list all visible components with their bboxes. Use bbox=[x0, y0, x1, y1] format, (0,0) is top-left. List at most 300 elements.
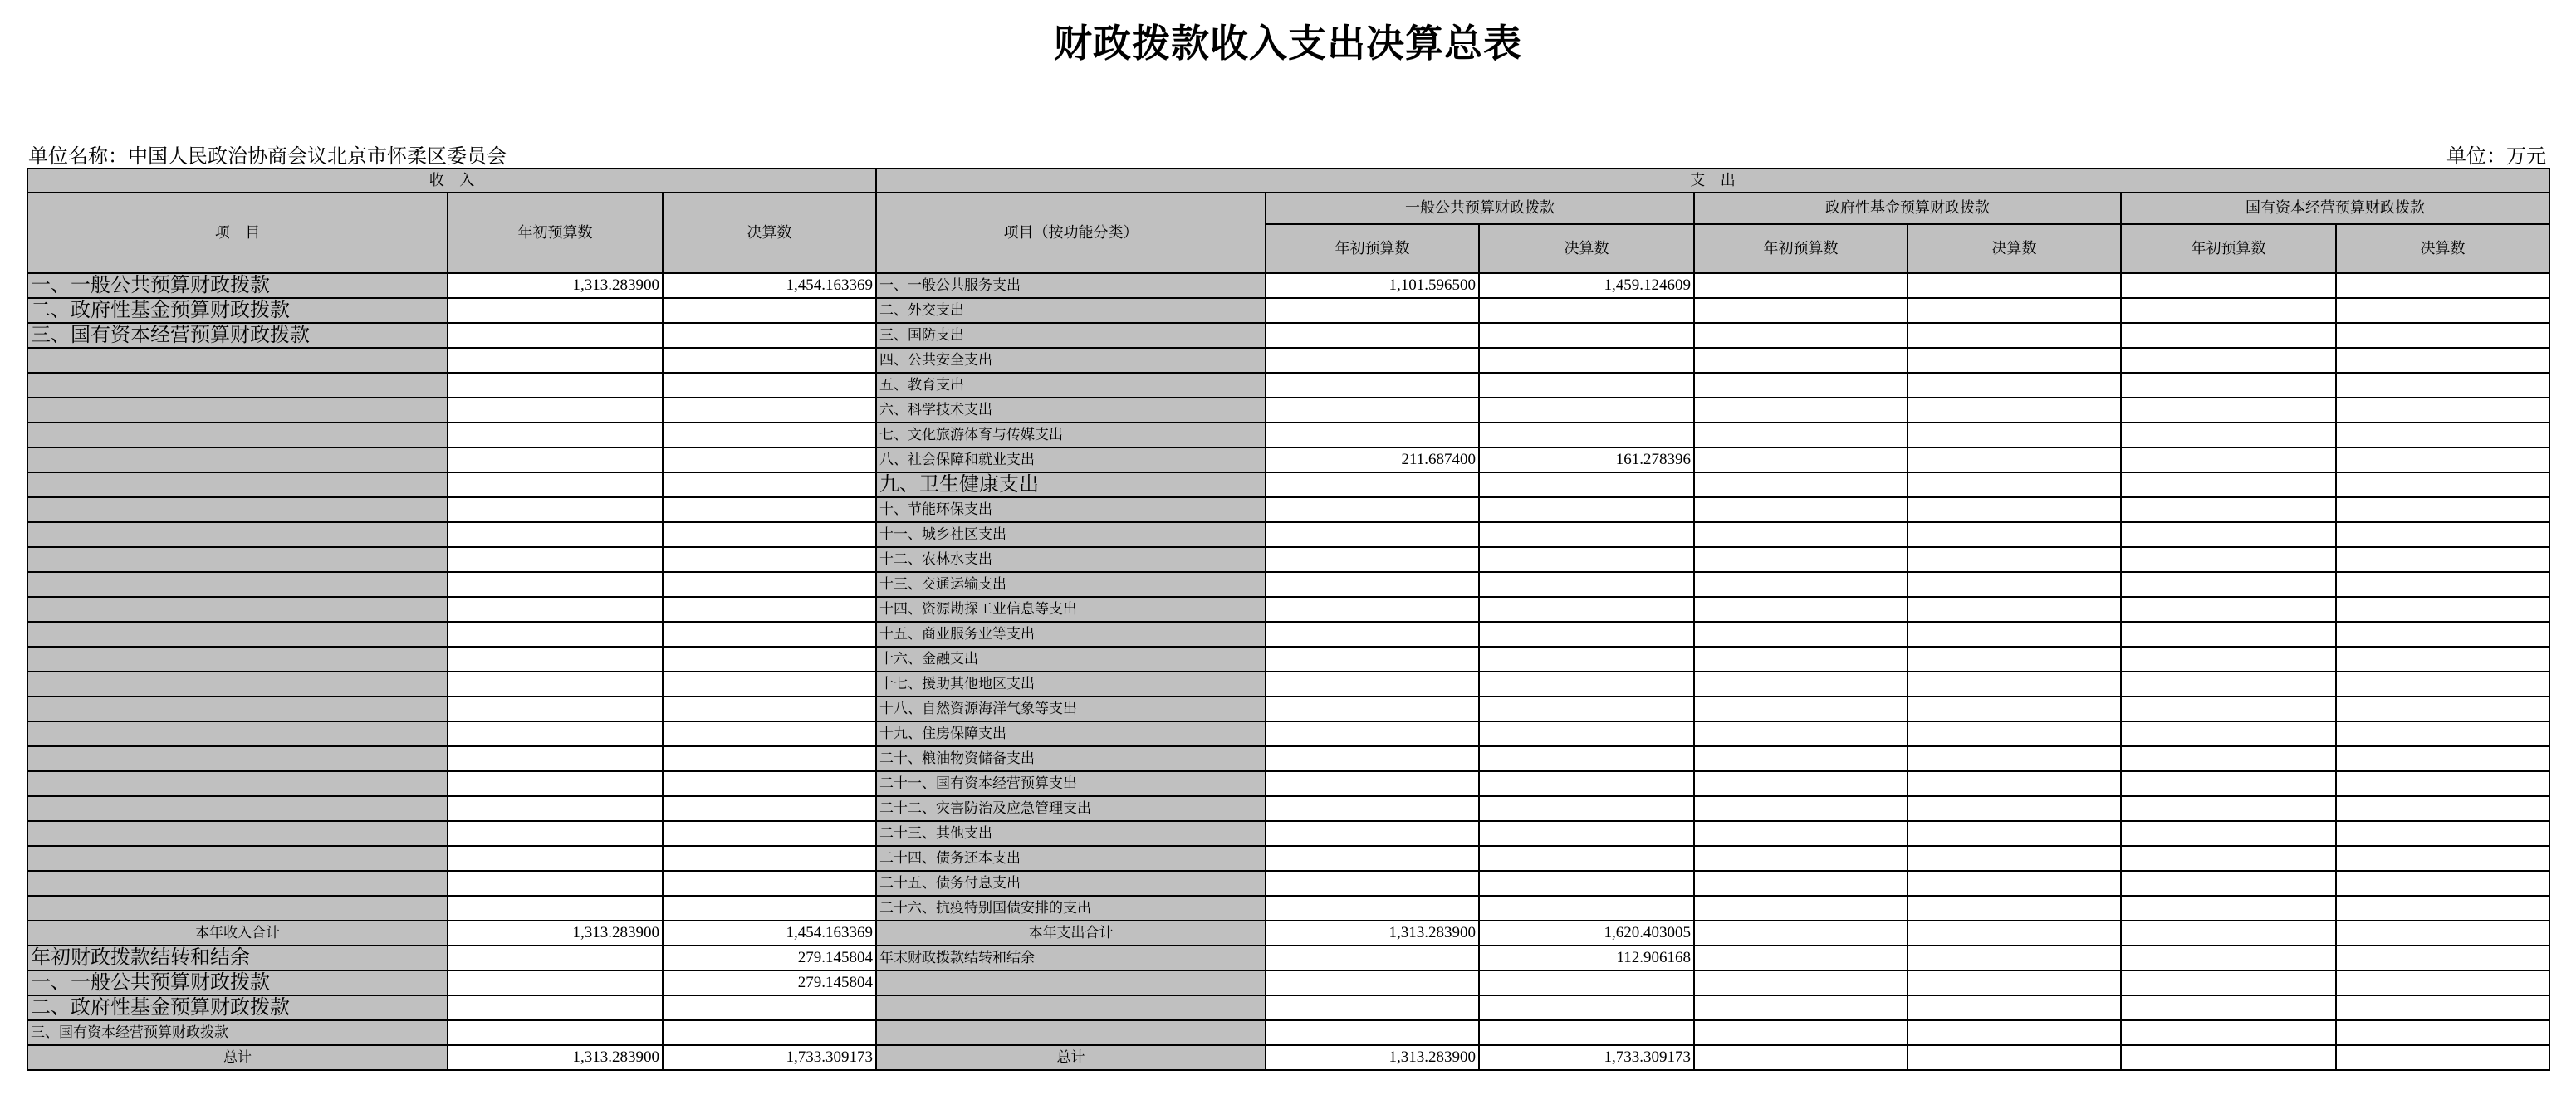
capital-final-cell bbox=[2336, 572, 2549, 597]
income-final-cell bbox=[663, 746, 876, 771]
table-row bbox=[27, 771, 2549, 796]
income-final-cell bbox=[663, 572, 876, 597]
table-row bbox=[27, 821, 2549, 846]
capital-final-cell bbox=[2336, 373, 2549, 398]
capital-budget-cell bbox=[2121, 398, 2336, 423]
capital-budget-cell bbox=[2121, 697, 2336, 721]
income-budget-cell bbox=[448, 697, 663, 721]
capital-budget-cell bbox=[2121, 622, 2336, 647]
general-budget-cell bbox=[1266, 946, 1479, 970]
capital-final-cell bbox=[2336, 970, 2549, 995]
income-budget-cell: 1,313.283900 bbox=[448, 273, 663, 298]
capital-final-cell bbox=[2336, 398, 2549, 423]
capital-final-cell bbox=[2336, 746, 2549, 771]
fund-budget-cell bbox=[1694, 821, 1908, 846]
general-final-cell: 1,620.403005 bbox=[1479, 921, 1694, 946]
income-final-cell bbox=[663, 622, 876, 647]
expense-item-cell: 二十五、债务付息支出 bbox=[876, 871, 1266, 896]
capital-budget-cell bbox=[2121, 821, 2336, 846]
general-final-cell bbox=[1479, 721, 1694, 746]
expense-item-cell: 十、节能环保支出 bbox=[876, 497, 1266, 522]
table-row bbox=[27, 323, 2549, 348]
capital-budget-cell bbox=[2121, 323, 2336, 348]
income-final-cell bbox=[663, 672, 876, 697]
table-row bbox=[27, 522, 2549, 547]
fund-final-cell bbox=[1908, 896, 2121, 921]
expense-item-cell: 三、国防支出 bbox=[876, 323, 1266, 348]
fund-final-cell bbox=[1908, 995, 2121, 1020]
income-final-cell bbox=[663, 472, 876, 497]
capital-final-cell bbox=[2336, 298, 2549, 323]
income-item-cell: 一、一般公共预算财政拨款 bbox=[27, 273, 448, 298]
income-item-cell bbox=[27, 896, 448, 921]
general-budget-cell bbox=[1266, 323, 1479, 348]
fund-budget-cell bbox=[1694, 323, 1908, 348]
expense-item-cell: 二十二、灾害防治及应急管理支出 bbox=[876, 796, 1266, 821]
income-budget-cell bbox=[448, 472, 663, 497]
fund-final-cell bbox=[1908, 298, 2121, 323]
income-budget-cell bbox=[448, 672, 663, 697]
general-final-cell bbox=[1479, 373, 1694, 398]
income-item-cell bbox=[27, 522, 448, 547]
general-final-cell bbox=[1479, 522, 1694, 547]
general-budget-cell bbox=[1266, 472, 1479, 497]
capital-budget-cell bbox=[2121, 348, 2336, 373]
fund-budget-cell bbox=[1694, 721, 1908, 746]
income-final-cell bbox=[663, 846, 876, 871]
general-budget-cell bbox=[1266, 970, 1479, 995]
general-final-cell bbox=[1479, 572, 1694, 597]
income-item-cell bbox=[27, 447, 448, 472]
general-final-cell bbox=[1479, 970, 1694, 995]
fund-final-cell bbox=[1908, 871, 2121, 896]
income-final-cell bbox=[663, 447, 876, 472]
general-final-cell bbox=[1479, 323, 1694, 348]
fund-budget-cell bbox=[1694, 423, 1908, 447]
expense-item-cell: 一、一般公共服务支出 bbox=[876, 273, 1266, 298]
fund-budget-cell bbox=[1694, 547, 1908, 572]
capital-final-cell bbox=[2336, 995, 2549, 1020]
fund-final-cell bbox=[1908, 746, 2121, 771]
general-final-cell: 1,459.124609 bbox=[1479, 273, 1694, 298]
capital-final-cell bbox=[2336, 796, 2549, 821]
general-budget-cell bbox=[1266, 746, 1479, 771]
capital-final-cell bbox=[2336, 423, 2549, 447]
fund-final-cell bbox=[1908, 398, 2121, 423]
expense-item-cell: 二十六、抗疫特别国债安排的支出 bbox=[876, 896, 1266, 921]
general-final-cell bbox=[1479, 1020, 1694, 1045]
header-sc-final: 决算数 bbox=[2336, 224, 2549, 273]
fund-budget-cell bbox=[1694, 995, 1908, 1020]
expense-item-cell: 八、社会保障和就业支出 bbox=[876, 447, 1266, 472]
expense-item-cell: 十四、资源勘探工业信息等支出 bbox=[876, 597, 1266, 622]
expense-item-cell: 十七、援助其他地区支出 bbox=[876, 672, 1266, 697]
table-row bbox=[27, 697, 2549, 721]
capital-final-cell bbox=[2336, 622, 2549, 647]
capital-final-cell bbox=[2336, 921, 2549, 946]
unit-name-label: 单位名称：中国人民政治协商会议北京市怀柔区委员会 bbox=[28, 146, 507, 168]
capital-budget-cell bbox=[2121, 1045, 2336, 1070]
income-final-cell bbox=[663, 647, 876, 672]
capital-budget-cell bbox=[2121, 298, 2336, 323]
table-row bbox=[27, 398, 2549, 423]
general-budget-cell: 1,313.283900 bbox=[1266, 1045, 1479, 1070]
capital-final-cell bbox=[2336, 597, 2549, 622]
fund-budget-cell bbox=[1694, 946, 1908, 970]
capital-budget-cell bbox=[2121, 1020, 2336, 1045]
fund-budget-cell bbox=[1694, 273, 1908, 298]
table-row bbox=[27, 273, 2549, 298]
fund-budget-cell bbox=[1694, 497, 1908, 522]
income-final-cell bbox=[663, 497, 876, 522]
general-final-cell bbox=[1479, 896, 1694, 921]
fund-final-cell bbox=[1908, 970, 2121, 995]
general-final-cell bbox=[1479, 746, 1694, 771]
general-budget-cell bbox=[1266, 846, 1479, 871]
header-gov-fund: 政府性基金预算财政拨款 bbox=[1694, 193, 2121, 224]
capital-budget-cell bbox=[2121, 273, 2336, 298]
fund-final-cell bbox=[1908, 472, 2121, 497]
table-row bbox=[27, 472, 2549, 497]
income-budget-cell bbox=[448, 1020, 663, 1045]
capital-final-cell bbox=[2336, 697, 2549, 721]
general-final-cell bbox=[1479, 821, 1694, 846]
fund-final-cell bbox=[1908, 423, 2121, 447]
income-final-cell: 1,733.309173 bbox=[663, 1045, 876, 1070]
fund-budget-cell bbox=[1694, 572, 1908, 597]
income-item-cell bbox=[27, 472, 448, 497]
table-row bbox=[27, 597, 2549, 622]
table-row bbox=[27, 447, 2549, 472]
page-title: 财政拨款收入支出决算总表 bbox=[1054, 22, 1522, 65]
general-budget-cell bbox=[1266, 572, 1479, 597]
expense-item-cell: 五、教育支出 bbox=[876, 373, 1266, 398]
capital-budget-cell bbox=[2121, 946, 2336, 970]
capital-final-cell bbox=[2336, 821, 2549, 846]
income-budget-cell: 1,313.283900 bbox=[448, 921, 663, 946]
general-final-cell: 161.278396 bbox=[1479, 447, 1694, 472]
fund-budget-cell bbox=[1694, 1020, 1908, 1045]
income-budget-cell bbox=[448, 896, 663, 921]
income-final-cell bbox=[663, 323, 876, 348]
income-item-cell bbox=[27, 423, 448, 447]
table-row bbox=[27, 348, 2549, 373]
expense-item-cell: 六、科学技术支出 bbox=[876, 398, 1266, 423]
header-income-final: 决算数 bbox=[663, 193, 876, 273]
capital-budget-cell bbox=[2121, 871, 2336, 896]
expense-item-cell: 九、卫生健康支出 bbox=[876, 472, 1266, 497]
income-budget-cell bbox=[448, 572, 663, 597]
income-item-cell: 三、国有资本经营预算财政拨款 bbox=[27, 323, 448, 348]
capital-final-cell bbox=[2336, 946, 2549, 970]
header-income: 收 入 bbox=[27, 169, 876, 193]
income-item-cell bbox=[27, 497, 448, 522]
general-budget-cell bbox=[1266, 547, 1479, 572]
capital-final-cell bbox=[2336, 522, 2549, 547]
general-budget-cell bbox=[1266, 647, 1479, 672]
fund-budget-cell bbox=[1694, 921, 1908, 946]
fund-final-cell bbox=[1908, 622, 2121, 647]
income-item-cell bbox=[27, 672, 448, 697]
income-item-cell bbox=[27, 721, 448, 746]
capital-final-cell bbox=[2336, 547, 2549, 572]
header-row-1 bbox=[27, 169, 2549, 193]
table-row bbox=[27, 796, 2549, 821]
income-budget-cell bbox=[448, 846, 663, 871]
table-row bbox=[27, 896, 2549, 921]
expense-item-cell bbox=[876, 1020, 1266, 1045]
header-row-2 bbox=[27, 193, 2549, 224]
general-final-cell bbox=[1479, 398, 1694, 423]
general-final-cell bbox=[1479, 796, 1694, 821]
income-final-cell bbox=[663, 721, 876, 746]
fund-final-cell bbox=[1908, 572, 2121, 597]
expense-item-cell: 二十四、债务还本支出 bbox=[876, 846, 1266, 871]
expense-item-cell: 年末财政拨款结转和结余 bbox=[876, 946, 1266, 970]
general-final-cell bbox=[1479, 846, 1694, 871]
general-final-cell: 112.906168 bbox=[1479, 946, 1694, 970]
general-budget-cell bbox=[1266, 871, 1479, 896]
table-row bbox=[27, 921, 2549, 946]
capital-budget-cell bbox=[2121, 970, 2336, 995]
fund-budget-cell bbox=[1694, 447, 1908, 472]
capital-budget-cell bbox=[2121, 423, 2336, 447]
income-item-cell bbox=[27, 846, 448, 871]
table-row bbox=[27, 423, 2549, 447]
income-budget-cell bbox=[448, 746, 663, 771]
income-budget-cell bbox=[448, 946, 663, 970]
fund-budget-cell bbox=[1694, 871, 1908, 896]
income-budget-cell bbox=[448, 522, 663, 547]
capital-final-cell bbox=[2336, 472, 2549, 497]
fund-budget-cell bbox=[1694, 472, 1908, 497]
capital-final-cell bbox=[2336, 348, 2549, 373]
income-budget-cell bbox=[448, 373, 663, 398]
general-budget-cell bbox=[1266, 398, 1479, 423]
fund-budget-cell bbox=[1694, 298, 1908, 323]
table-row bbox=[27, 970, 2549, 995]
general-final-cell bbox=[1479, 995, 1694, 1020]
income-budget-cell bbox=[448, 771, 663, 796]
fund-final-cell bbox=[1908, 522, 2121, 547]
capital-budget-cell bbox=[2121, 522, 2336, 547]
income-final-cell: 279.145804 bbox=[663, 946, 876, 970]
income-final-cell bbox=[663, 398, 876, 423]
fund-budget-cell bbox=[1694, 846, 1908, 871]
fund-final-cell bbox=[1908, 597, 2121, 622]
fund-final-cell bbox=[1908, 921, 2121, 946]
fund-final-cell bbox=[1908, 497, 2121, 522]
general-budget-cell bbox=[1266, 771, 1479, 796]
table-row bbox=[27, 547, 2549, 572]
expense-item-cell: 二十、粮油物资储备支出 bbox=[876, 746, 1266, 771]
general-budget-cell: 1,313.283900 bbox=[1266, 921, 1479, 946]
fund-budget-cell bbox=[1694, 796, 1908, 821]
income-item-cell: 年初财政拨款结转和结余 bbox=[27, 946, 448, 970]
capital-final-cell bbox=[2336, 846, 2549, 871]
header-gf-budget: 年初预算数 bbox=[1694, 224, 1908, 273]
fund-final-cell bbox=[1908, 547, 2121, 572]
income-item-cell bbox=[27, 622, 448, 647]
fund-final-cell bbox=[1908, 672, 2121, 697]
income-budget-cell bbox=[448, 398, 663, 423]
capital-final-cell bbox=[2336, 1020, 2549, 1045]
table-row bbox=[27, 672, 2549, 697]
header-general-public: 一般公共预算财政拨款 bbox=[1266, 193, 1694, 224]
expense-item-cell: 七、文化旅游体育与传媒支出 bbox=[876, 423, 1266, 447]
header-state-capital: 国有资本经营预算财政拨款 bbox=[2121, 193, 2549, 224]
income-budget-cell bbox=[448, 348, 663, 373]
fund-budget-cell bbox=[1694, 348, 1908, 373]
general-budget-cell: 1,101.596500 bbox=[1266, 273, 1479, 298]
table-row bbox=[27, 846, 2549, 871]
general-budget-cell bbox=[1266, 821, 1479, 846]
income-final-cell bbox=[663, 597, 876, 622]
income-budget-cell bbox=[448, 721, 663, 746]
capital-budget-cell bbox=[2121, 746, 2336, 771]
table-row bbox=[27, 721, 2549, 746]
fund-final-cell bbox=[1908, 373, 2121, 398]
income-budget-cell: 1,313.283900 bbox=[448, 1045, 663, 1070]
appropriation-summary-table bbox=[27, 168, 2550, 1071]
general-final-cell bbox=[1479, 697, 1694, 721]
capital-budget-cell bbox=[2121, 846, 2336, 871]
general-final-cell bbox=[1479, 597, 1694, 622]
income-item-cell bbox=[27, 398, 448, 423]
table-row bbox=[27, 298, 2549, 323]
fund-final-cell bbox=[1908, 697, 2121, 721]
general-budget-cell: 211.687400 bbox=[1266, 447, 1479, 472]
capital-budget-cell bbox=[2121, 771, 2336, 796]
fund-final-cell bbox=[1908, 721, 2121, 746]
income-final-cell bbox=[663, 423, 876, 447]
fund-final-cell bbox=[1908, 1045, 2121, 1070]
capital-final-cell bbox=[2336, 672, 2549, 697]
header-item: 项 目 bbox=[27, 193, 448, 273]
general-final-cell: 1,733.309173 bbox=[1479, 1045, 1694, 1070]
capital-budget-cell bbox=[2121, 447, 2336, 472]
general-final-cell bbox=[1479, 298, 1694, 323]
fund-budget-cell bbox=[1694, 647, 1908, 672]
income-item-cell bbox=[27, 572, 448, 597]
income-item-cell: 一、一般公共预算财政拨款 bbox=[27, 970, 448, 995]
general-final-cell bbox=[1479, 622, 1694, 647]
capital-budget-cell bbox=[2121, 672, 2336, 697]
capital-budget-cell bbox=[2121, 597, 2336, 622]
income-budget-cell bbox=[448, 796, 663, 821]
capital-budget-cell bbox=[2121, 995, 2336, 1020]
income-budget-cell bbox=[448, 423, 663, 447]
capital-final-cell bbox=[2336, 647, 2549, 672]
table-row bbox=[27, 572, 2549, 597]
income-final-cell bbox=[663, 697, 876, 721]
fund-budget-cell bbox=[1694, 970, 1908, 995]
income-item-cell: 二、政府性基金预算财政拨款 bbox=[27, 298, 448, 323]
expense-item-cell: 十一、城乡社区支出 bbox=[876, 522, 1266, 547]
table-row bbox=[27, 746, 2549, 771]
table-row bbox=[27, 1045, 2549, 1070]
expense-item-cell: 二十三、其他支出 bbox=[876, 821, 1266, 846]
expense-item-cell bbox=[876, 970, 1266, 995]
fund-final-cell bbox=[1908, 447, 2121, 472]
income-final-cell: 1,454.163369 bbox=[663, 921, 876, 946]
table-row bbox=[27, 622, 2549, 647]
fund-final-cell bbox=[1908, 323, 2121, 348]
income-item-cell: 二、政府性基金预算财政拨款 bbox=[27, 995, 448, 1020]
expense-item-cell: 十三、交通运输支出 bbox=[876, 572, 1266, 597]
general-budget-cell bbox=[1266, 721, 1479, 746]
fund-final-cell bbox=[1908, 946, 2121, 970]
general-final-cell bbox=[1479, 871, 1694, 896]
general-budget-cell bbox=[1266, 995, 1479, 1020]
table-row bbox=[27, 1020, 2549, 1045]
capital-final-cell bbox=[2336, 721, 2549, 746]
header-expense: 支 出 bbox=[876, 169, 2549, 193]
income-item-cell: 总计 bbox=[27, 1045, 448, 1070]
income-final-cell bbox=[663, 821, 876, 846]
header-gp-budget: 年初预算数 bbox=[1266, 224, 1479, 273]
income-budget-cell bbox=[448, 447, 663, 472]
capital-final-cell bbox=[2336, 447, 2549, 472]
table-header bbox=[27, 169, 2549, 273]
fund-budget-cell bbox=[1694, 697, 1908, 721]
income-item-cell bbox=[27, 348, 448, 373]
table-row bbox=[27, 995, 2549, 1020]
general-final-cell bbox=[1479, 647, 1694, 672]
general-final-cell bbox=[1479, 771, 1694, 796]
general-final-cell bbox=[1479, 348, 1694, 373]
income-item-cell bbox=[27, 871, 448, 896]
header-income-budget: 年初预算数 bbox=[448, 193, 663, 273]
income-budget-cell bbox=[448, 970, 663, 995]
expense-item-cell: 本年支出合计 bbox=[876, 921, 1266, 946]
income-final-cell: 279.145804 bbox=[663, 970, 876, 995]
income-final-cell bbox=[663, 522, 876, 547]
income-final-cell bbox=[663, 1020, 876, 1045]
fund-final-cell bbox=[1908, 1020, 2121, 1045]
currency-unit-label: 单位：万元 bbox=[2446, 146, 2546, 168]
income-budget-cell bbox=[448, 597, 663, 622]
expense-item-cell bbox=[876, 995, 1266, 1020]
expense-item-cell: 十九、住房保障支出 bbox=[876, 721, 1266, 746]
income-budget-cell bbox=[448, 497, 663, 522]
income-final-cell bbox=[663, 796, 876, 821]
fund-budget-cell bbox=[1694, 597, 1908, 622]
expense-item-cell: 总计 bbox=[876, 1045, 1266, 1070]
general-budget-cell bbox=[1266, 597, 1479, 622]
income-item-cell bbox=[27, 597, 448, 622]
income-budget-cell bbox=[448, 871, 663, 896]
income-budget-cell bbox=[448, 323, 663, 348]
fund-budget-cell bbox=[1694, 398, 1908, 423]
income-budget-cell bbox=[448, 298, 663, 323]
fund-budget-cell bbox=[1694, 771, 1908, 796]
capital-budget-cell bbox=[2121, 472, 2336, 497]
fund-final-cell bbox=[1908, 846, 2121, 871]
fund-budget-cell bbox=[1694, 1045, 1908, 1070]
capital-budget-cell bbox=[2121, 547, 2336, 572]
expense-item-cell: 二十一、国有资本经营预算支出 bbox=[876, 771, 1266, 796]
general-final-cell bbox=[1479, 547, 1694, 572]
header-expense-item: 项目（按功能分类） bbox=[876, 193, 1266, 273]
fund-final-cell bbox=[1908, 821, 2121, 846]
income-item-cell: 三、国有资本经营预算财政拨款 bbox=[27, 1020, 448, 1045]
fund-budget-cell bbox=[1694, 896, 1908, 921]
income-final-cell bbox=[663, 871, 876, 896]
general-budget-cell bbox=[1266, 497, 1479, 522]
table-row bbox=[27, 946, 2549, 970]
capital-final-cell bbox=[2336, 497, 2549, 522]
